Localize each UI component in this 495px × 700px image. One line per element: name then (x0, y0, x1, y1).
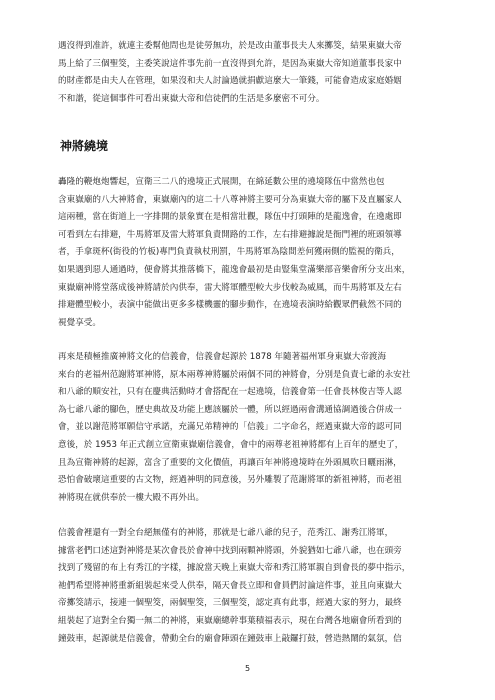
paragraph-xinyi-society (58, 349, 438, 507)
text-line: 視覺享受。 (58, 317, 101, 328)
text-line: 東嶽廟神將堂落成後神將請於內供奉，雷大將軍體型較大步伐較為威風，而牛馬將軍及左右 (58, 282, 402, 293)
text-line: 遇沒得到准許，就連主委幫他問也是徒勞無功，於是改由董事長夫人來擲筊，結果東嶽大帝 (58, 41, 402, 51)
text-line: 且為宣衛神將的起源，富含了重要的文化價值，再讓百年神將遶境時在外頭風吹日曬雨淋， (58, 457, 402, 468)
section-heading: 神將繞境 (60, 139, 109, 153)
text-line: 信義會裡還有一對全台絕無僅有的神將，那就是七爺八爺的兒子，范秀江、謝秀江將軍， (58, 528, 394, 538)
text-line: 如果遇到惡人通過時，便會將其推落橋下，龍逸會最初是由豎集堂滿樂部音樂會所分支出來， (58, 264, 411, 275)
text-line: 這兩種，當在街道上一字排開的景象實在是相當壯觀，隊伍中打頭陣的是龍逸會，在遶處即 (58, 212, 402, 223)
text-line: 不和諧，從這個事件可看出東嶽大帝和信徒們的生活是多麼密不可分。 (58, 93, 325, 104)
paragraph-dragon-team (58, 174, 438, 332)
text-line: 帝擲筊請示，接連一個聖筊，兩個聖筊，三個聖筊，認定真有此事，經過大家的努力，最終 (58, 598, 402, 609)
text-line: 組裝起了這對全台獨一無二的神將，東嶽廟總幹事葉積福表示，現在台灣各地廟會所看到的 (58, 615, 402, 626)
intro-paragraph (58, 38, 438, 108)
text-line: 馬上給了三個聖筊，主委笑說這件事先前一直沒得到允許，是因為東嶽大帝知道董事長家中 (58, 58, 402, 69)
text-line: 據當老們口述這對神將是某次會長於會神中找到兩顆神將頭，外貌猶如七爺八爺，也在頭旁 (58, 545, 402, 556)
text-line: 可看到左右排避，牛馬將軍及雷大將軍負責開路的工作，左右排避據說是衙門裡的班頭領導 (58, 229, 402, 240)
paragraph-general-sons (58, 525, 438, 648)
text-line: 和八爺的順安社，只有在慶典活動時才會搭配在一起遶境，信義會第一任會長林俊吉等人認 (58, 387, 402, 398)
page-number: 5 (244, 664, 251, 673)
text-line: 祂們希望將神將重新組裝起來受人供奉，隔天會長立即和會員們討論這件事，並且向東嶽大 (58, 580, 402, 591)
text-line: 再來是積極推廣神將文化的信義會，信義會起源於 1878 年隨著福州軍身東嶽大帝渡海 (58, 352, 387, 362)
text-line: 為七爺八爺的腳色，歷史典故及功能上應該屬於一體，所以經過兩會溝通協調過後合併成一 (58, 404, 402, 415)
text-line: 的財產都是由夫人在管理，如果沒和夫人討論過就捐獻這麼大一筆錢，可能會造成家庭婚姻 (58, 76, 402, 87)
text-line: 來台的老福州范謝將軍神將，原本兩尊神將屬於兩個不同的神將會，分別是負責七爺的永安社 (58, 369, 411, 380)
text-line: 恐怕會破壞這重要的古文物，經過神明的同意後，另外雕製了范謝將軍的新祖神將，而老祖 (58, 475, 402, 486)
text-line: 意後，於 1953 年正式創立宣衛東嶽廟信義會，會中的兩尊老祖神將都有上百年的歷史了， (58, 439, 404, 450)
text-line: 找到了殘留的布上有秀江的字樣，據說當天晚上東嶽大帝和秀江將軍親自到會長的夢中指示， (58, 563, 411, 574)
text-line: 轟隆的鞭炮炮響起，宣衛三二八的遶境正式展開，在綿延數公里的遶境隊伍中當然也包 (58, 177, 385, 187)
text-line: 鐘鼓車，起源就是信義會，帶動全台的廟會陣頭在鐘鼓車上敲鑼打鼓，營造熱鬧的氣氛，信 (58, 633, 402, 644)
text-line: 含東嶽廟的八大神將會，東嶽廟內的這二十八尊神將主要可分為東嶽大帝的屬下及直屬家人 (58, 194, 402, 205)
text-line: 者，手拿斑杯(街役的竹板)專門負責執杖刑罰，牛馬將軍為陰間差何獲兩側的監視的衛兵， (58, 247, 400, 258)
text-line: 會，並以謝范將軍願信守承諾，充滿兄弟精神的「信義」二字命名，經過東嶽大帝的認可同 (58, 422, 402, 433)
text-line: 神將現在就供奉於一樓大殿不再外出。 (58, 492, 205, 503)
text-line: 排避體型較小，表演中能做出更多多樣機靈的腳步動作，在遶境表演時給觀眾們截然不同的 (58, 300, 402, 311)
